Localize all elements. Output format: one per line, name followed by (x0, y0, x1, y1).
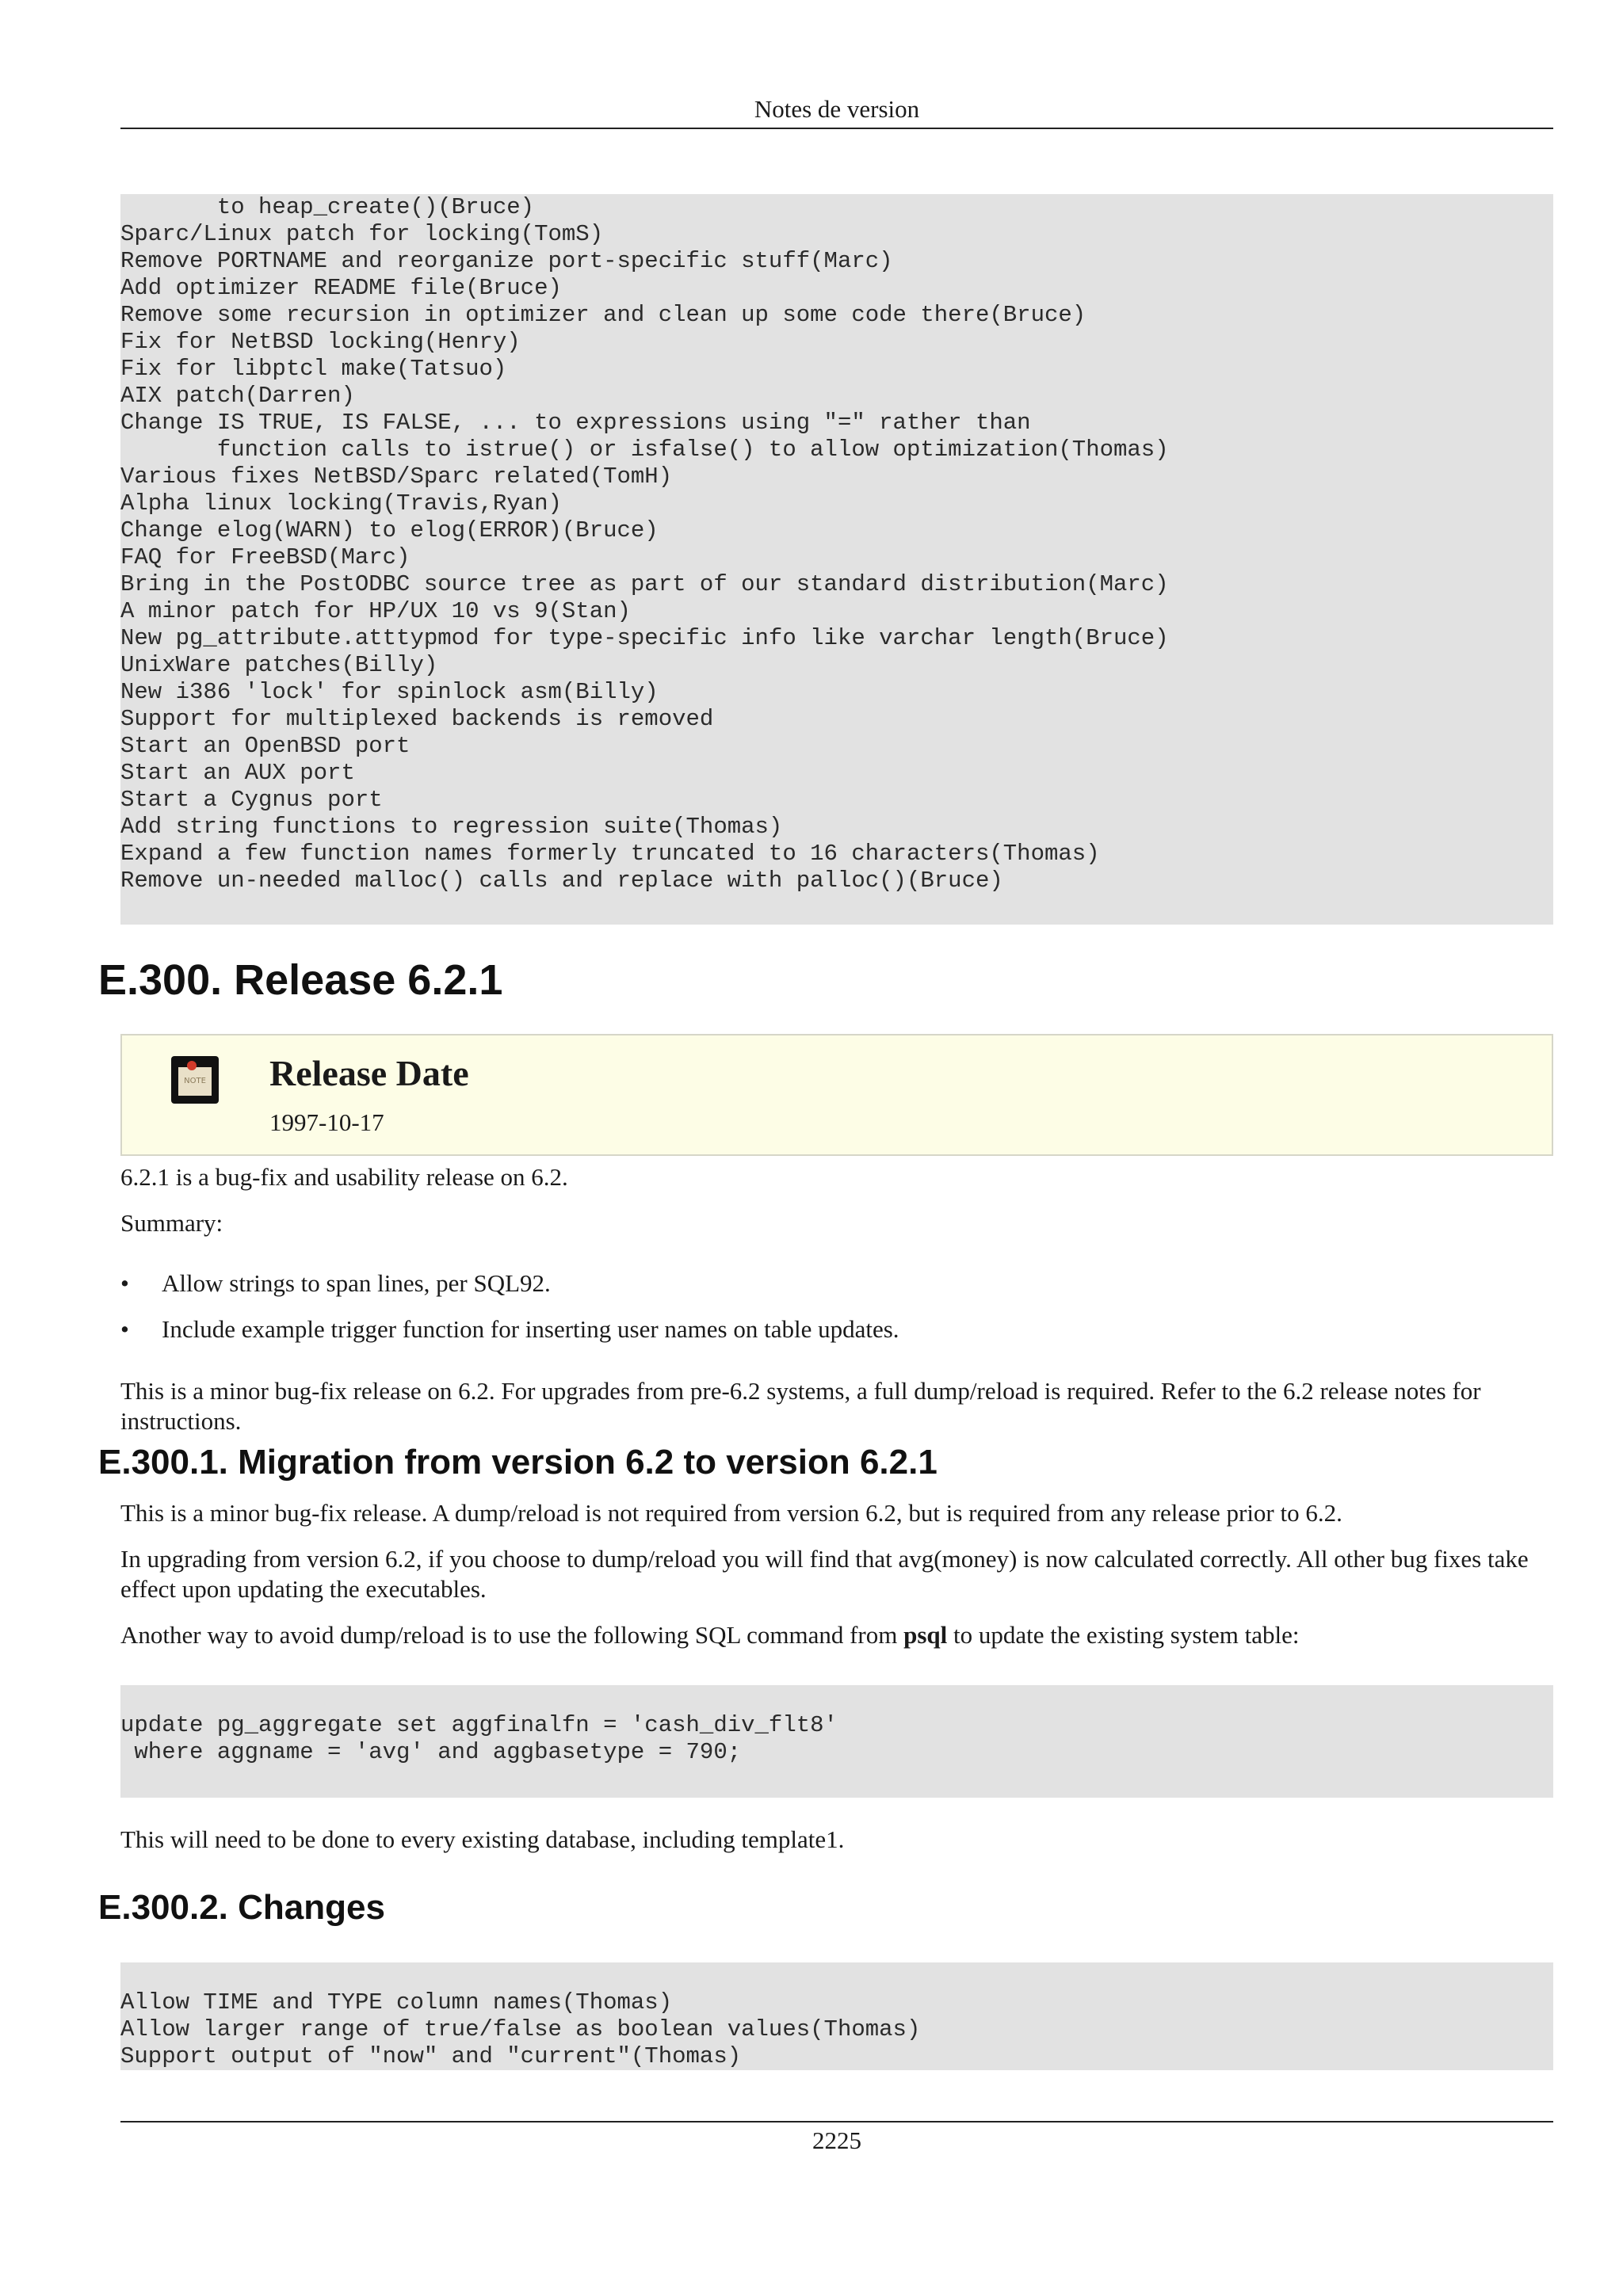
pin-icon (187, 1061, 197, 1070)
summary-label: Summary: (120, 1209, 223, 1237)
migration-paragraph-4: This will need to be done to every existing database, including template1. (120, 1825, 845, 1853)
page-number: 2225 (812, 2126, 861, 2154)
migration-paragraph-1: This is a minor bug-fix release. A dump/reload is not required from version 6.2, but is required from any release prior to 6.2. (120, 1499, 1342, 1527)
note-icon-paper: NOTE (178, 1067, 212, 1096)
note-title: Release Date (269, 1053, 469, 1093)
release-date-value: 1997-10-17 (269, 1108, 384, 1136)
release-intro: 6.2.1 is a bug-fix and usability release on 6.2. (120, 1163, 568, 1191)
migration-paragraph-2: In upgrading from version 6.2, if you choose to dump/reload you will find that avg(money) is now calculated correctly. All other bug fixes take effect upon updating the executables. (120, 1545, 1529, 1603)
minor-release-note: This is a minor bug-fix release on 6.2. For upgrades from pre-6.2 systems, a full dump/reload is required. Refer to the 6.2 release notes for instructions. (120, 1377, 1481, 1435)
list-item-text: Include example trigger function for inserting user names on table updates. (162, 1315, 899, 1343)
changelog-code-block: to heap_create()(Bruce) Sparc/Linux patch for locking(TomS) Remove PORTNAME and reorganize port-specific stuff(Marc) Add optimizer README file(Bruce) Remove some recursion in optimizer and clean up some code there(Bruce) Fix for NetBSD locking(Henry) Fix for libptcl make(Tatsuo) AIX patch(Darren) Change IS TRUE, IS FALSE, ... to expressions using "=" rather than function calls to istrue() or isfalse() to allow optimization(Thomas) Various fixes NetBSD/Sparc related(TomH) Alpha linux locking(Travis,Ryan) Change elog(WARN) to elog(ERROR)(Bruce) FAQ for FreeBSD(Marc) Bring in the PostODBC source tree as part of our standard distribution(Marc) A minor patch for HP/UX 10 vs 9(Stan) New pg_attribute.atttypmod for type-specific info like varchar length(Bruce) UnixWare patches(Billy) New i386 'lock' for spinlock asm(Billy) Support for multiplexed backends is removed Start an OpenBSD port Start an AUX port Start a Cygnus port Add string functions to regression suite(Thomas) Expand a few function names formerly truncated to 16 characters(Thomas) Remove un-needed malloc() calls and replace with palloc()(Bruce) (120, 194, 1553, 925)
header-divider (120, 128, 1553, 129)
migration-paragraph-3-text: Another way to avoid dump/reload is to use the following SQL command from (120, 1621, 904, 1649)
footer-divider (120, 2121, 1553, 2122)
bullet-icon: • (120, 1315, 129, 1343)
psql-command-name: psql (903, 1621, 948, 1649)
page-content (98, 194, 1553, 2069)
migration-paragraph-3-text-end: to update the existing system table: (947, 1621, 1300, 1649)
sql-update-code-block: update pg_aggregate set aggfinalfn = 'cash_div_flt8' where aggname = 'avg' and aggbasetype = 790; (120, 1685, 1553, 1798)
section-heading-changes: E.300.2. Changes (98, 1888, 385, 1927)
bullet-icon: • (120, 1269, 129, 1297)
note-icon (171, 1056, 219, 1104)
running-header: Notes de version (754, 95, 920, 123)
section-heading-release-6-2-1: E.300. Release 6.2.1 (98, 956, 503, 1004)
migration-paragraph-3 (120, 1620, 1553, 1650)
section-heading-migration: E.300.1. Migration from version 6.2 to version 6.2.1 (98, 1443, 938, 1482)
changes-code-block: Allow TIME and TYPE column names(Thomas) Allow larger range of true/false as boolean values(Thomas) Support output of "now" and "current"(Thomas) (120, 1962, 1553, 2070)
list-item-text: Allow strings to span lines, per SQL92. (162, 1269, 551, 1297)
release-date-note (120, 1034, 1553, 1156)
